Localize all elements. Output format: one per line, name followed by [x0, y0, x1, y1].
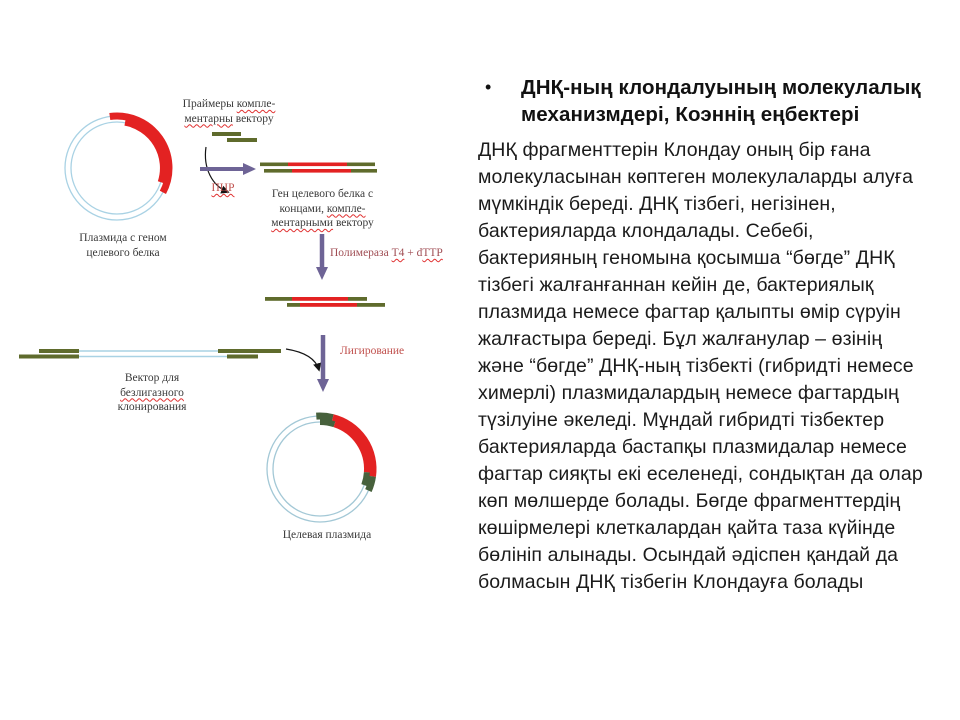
body-text: ДНҚ фрагменттерін Клондау оның бір ғана молекуласынан көптеген молекулаларды алуға мүмкіндік береді. ДНҚ тізбегі, негізінен, бактерияларда клондалады. Себебі, бактерияның геномына қосымша “бөгде” ДНҚ тізбегі жалғанғаннан кейін де, бактериялық плазмида немесе фагтар қалыпты өмір сүруін жалғастыра береді. Бұл жалғанулар – өзінің және “бөгде” ДНҚ-ның тізбекті (гибридті немесе химерлі) плазмидалардың немесе фагтардың түзілуіне әкеледі. Мұндай гибридті тізбектер бактерияларда бастапқы плазмидалар немесе фагтар сияқты екі еселенеді, сондықтан да олар көп мөлшерде болады. Бөгде фрагменттердің көшірмелері клеткалардан қайта таза күйінде бөлініп алынады. Осындай әдіспен қандай да болмасын ДНҚ тізбегін Клондауға болады — [478, 139, 923, 593]
primers-label-text-2: вектору — [232, 112, 274, 125]
polymerase-label-t4: Т4 — [391, 247, 405, 259]
gene-with-ends-label — [250, 187, 395, 231]
primers-label — [170, 97, 288, 126]
vector-label-line3: клонирования — [117, 401, 187, 413]
vector-label-line1: Вектор для — [124, 372, 180, 384]
polymerase-label-dttp: ТТР — [422, 247, 443, 259]
product2-bottom-gene — [300, 303, 357, 307]
bullet-marker: • — [485, 77, 492, 97]
primers-label-text: Праймеры — [182, 98, 237, 110]
pcr-step-label — [203, 181, 243, 196]
product2-bottom-end-left — [287, 303, 300, 307]
polymerase-down-arrow-head — [316, 267, 328, 280]
plasmid1-label-line2: целевого белка — [86, 246, 160, 259]
gene-label-misspelled-1: компле- — [326, 202, 366, 215]
pcr-product-top-end-right — [347, 163, 375, 167]
plasmid1-label-line1: Плазмида с геном — [79, 232, 167, 244]
plasmid2-label — [247, 528, 407, 543]
polymerase-label-plus: + d — [404, 247, 423, 259]
primer-bar-1 — [212, 132, 241, 136]
pcr-product-bottom-end-right — [351, 169, 377, 173]
polymerase-label-text: Полимераза — [330, 247, 392, 259]
product2-top-gene — [292, 297, 348, 301]
pcr-product-bottom-end-left — [264, 169, 292, 173]
ligation-down-arrow-head — [317, 379, 329, 392]
pcr-product-top-end-left — [260, 163, 288, 167]
ligation-step-label — [340, 344, 404, 359]
ligase-free-vector-label — [92, 371, 212, 415]
primer-bar-2 — [227, 138, 257, 142]
heading-row — [478, 74, 932, 128]
plasmid2-inner-junction-left — [320, 422, 335, 424]
plasmid1-label — [52, 231, 194, 260]
cloning-diagram-graphics — [0, 0, 470, 600]
text-panel — [478, 74, 932, 596]
product2-bottom-end-right — [357, 303, 385, 307]
pcr-step-label-text: ПЦР — [211, 182, 235, 194]
pcr-product-top-gene — [288, 163, 347, 167]
gene-label-misspelled-2: ментарными — [271, 217, 334, 229]
gene-label-line3: вектору — [333, 217, 374, 229]
vector-curved-arrow — [286, 349, 319, 370]
ligation-step-label-text: Лигирование — [340, 345, 405, 357]
slide-heading: ДНҚ-ның клондалуының молекулалық механизмдері, Коэннің еңбектері — [521, 76, 921, 126]
pcr-arrow-head — [243, 163, 256, 175]
primers-label-misspelled-1: компле- — [236, 98, 276, 110]
pcr-product-bottom-gene — [292, 169, 351, 173]
gene-label-line1: Ген целевого белка с — [271, 188, 374, 200]
product2-top-end-right — [348, 297, 367, 301]
gene-label-line2: концами, — [279, 202, 327, 215]
plasmid2-outer-junction-left — [316, 416, 333, 418]
vector-top-left-end — [39, 349, 79, 353]
polymerase-step-label — [330, 246, 443, 261]
product2-top-end-left — [265, 297, 292, 301]
plasmid2-label-text: Целевая плазмида — [282, 529, 372, 541]
cloning-diagram — [0, 0, 470, 600]
vector-top-right-end — [218, 349, 281, 353]
vector-bottom-right-end — [227, 355, 258, 359]
primers-label-misspelled-2: ментарны — [184, 112, 233, 125]
vector-label-misspelled: безлигазного — [120, 386, 184, 399]
vector-bottom-left-end — [19, 355, 79, 359]
plasmid2-inner-junction-right — [364, 472, 367, 485]
